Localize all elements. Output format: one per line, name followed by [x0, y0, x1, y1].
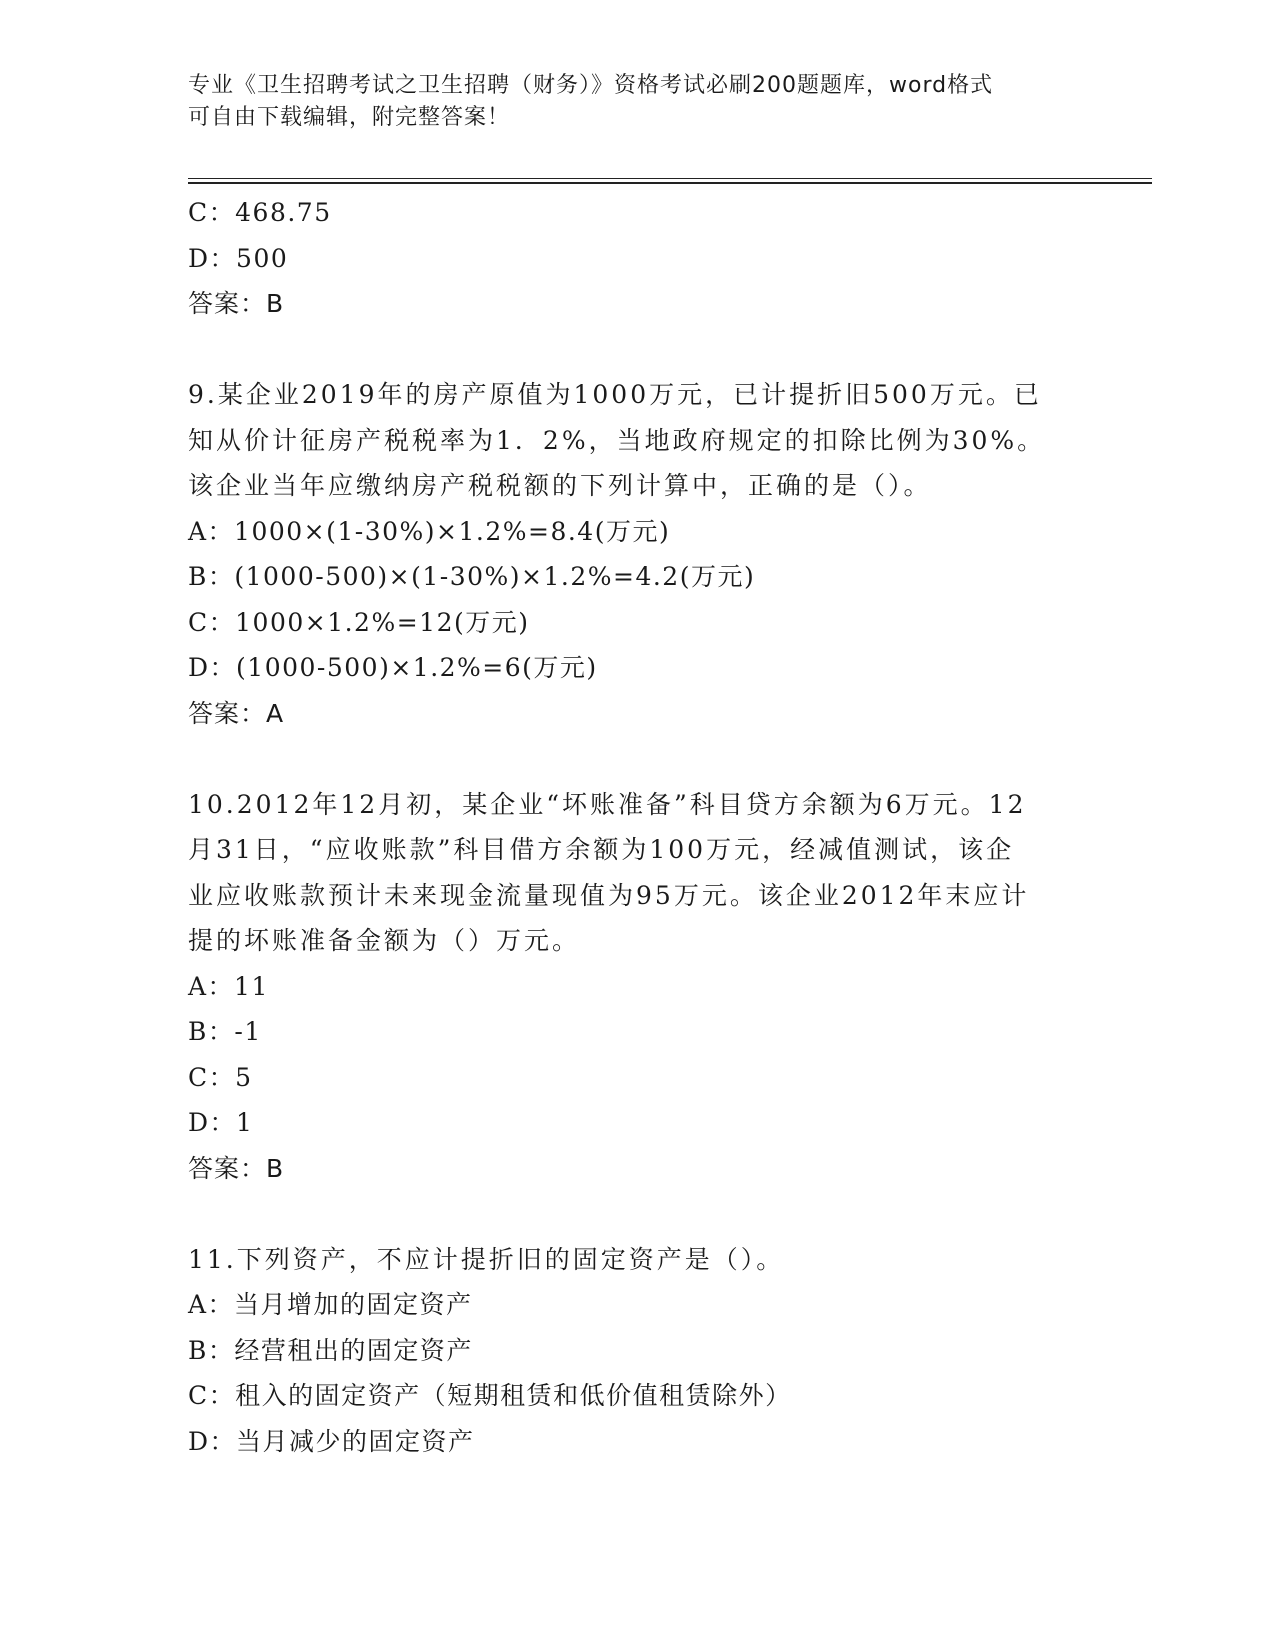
q11-option-d: D：当月减少的固定资产: [188, 1426, 475, 1456]
q10-option-d: D：1: [188, 1108, 254, 1137]
q10-stem-line: 月31日，“应收账款”科目借方余额为100万元，经减值测试，该企: [188, 835, 1015, 864]
question-10-block: [188, 782, 1088, 1192]
q11-stem: [188, 1237, 1088, 1283]
question-content: [188, 190, 1088, 1464]
q11-option-b: B：经营租出的固定资产: [188, 1335, 473, 1365]
header-line-1: 专业《卫生招聘考试之卫生招聘（财务）》资格考试必刷200题题库，word格式: [188, 73, 994, 98]
document-header: [188, 70, 1088, 134]
q9-option-b: B：(1000-500)×(1-30%)×1.2%=4.2(万元): [188, 562, 756, 591]
q11-option-c: C：租入的固定资产（短期租赁和低价值租赁除外）: [188, 1381, 792, 1410]
question-9-block: [188, 372, 1088, 736]
q10-option-b: B：-1: [188, 1017, 262, 1046]
spacer: [188, 1191, 1088, 1237]
q11-option-a: A：当月增加的固定资产: [188, 1290, 473, 1319]
q9-option-a: A：1000×(1-30%)×1.2%=8.4(万元): [188, 516, 671, 546]
spacer: [188, 327, 1088, 373]
q9-option-c: C：1000×1.2%=12(万元): [188, 607, 530, 637]
q8-option-c: C：468.75: [188, 198, 332, 227]
q8-answer: 答案：B: [188, 289, 285, 318]
q10-option-c: C：5: [188, 1062, 253, 1092]
header-divider-top: [188, 178, 1152, 179]
q9-answer: 答案：A: [188, 698, 285, 728]
q9-option-d: D：(1000-500)×1.2%=6(万元): [188, 653, 598, 682]
q9-stem-line: 9.某企业2019年的房产原值为1000万元，已计提折旧500万元。已: [188, 380, 1042, 409]
spacer: [188, 736, 1088, 782]
q10-stem-line: 提的坏账准备金额为（）万元。: [188, 926, 581, 955]
q10-stem-line: 业应收账款预计未来现金流量现值为95万元。该企业2012年末应计: [188, 880, 1030, 910]
q9-stem-line: 知从价计征房产税税率为1．2%，当地政府规定的扣除比例为30%。: [188, 425, 1046, 455]
q10-stem: [188, 782, 1088, 964]
question-11-block: [188, 1237, 1088, 1465]
header-divider-bottom: [188, 182, 1152, 184]
q11-stem-line: 11.下列资产，不应计提折旧的固定资产是（）。: [188, 1244, 785, 1274]
q10-answer: 答案：B: [188, 1153, 285, 1183]
q10-option-a: A：11: [188, 971, 269, 1001]
question-8-block: [188, 190, 1088, 327]
q9-stem-line: 该企业当年应缴纳房产税税额的下列计算中，正确的是（）。: [188, 471, 932, 500]
q8-option-d: D：500: [188, 243, 289, 273]
header-line-2: 可自由下载编辑，附完整答案！: [188, 105, 511, 130]
q9-stem: [188, 372, 1088, 509]
q10-stem-line: 10.2012年12月初，某企业“坏账准备”科目贷方余额为6万元。12: [188, 789, 1027, 819]
